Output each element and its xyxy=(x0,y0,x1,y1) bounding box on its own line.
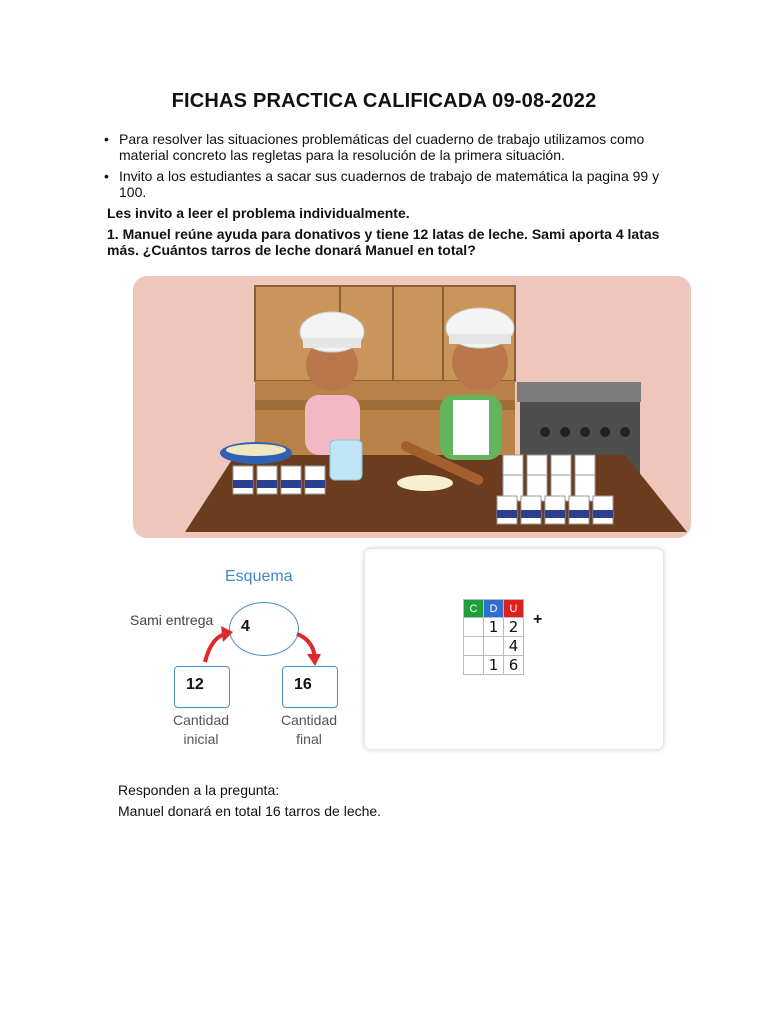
answer-prompt: Responden a la pregunta: xyxy=(118,782,280,798)
bullet-text: Invito a los estudiantes a sacar sus cuadernos de trabajo de matemática la pagina 99 y 100. xyxy=(119,168,660,200)
esquema-title: Esquema xyxy=(225,568,293,585)
header-u: U xyxy=(504,600,524,618)
cell xyxy=(464,656,484,675)
cell: 1 xyxy=(484,618,504,637)
bullet-dot-icon: • xyxy=(104,168,109,184)
table-row xyxy=(464,637,524,656)
bullet-dot-icon: • xyxy=(104,131,109,147)
header-c: C xyxy=(464,600,484,618)
table-row xyxy=(464,618,524,637)
sami-label: Sami entrega xyxy=(130,612,214,628)
bullet-text: Para resolver las situaciones problemáticas del cuaderno de trabajo utilizamos como material concreto las regletas para la resolución de la primera situación. xyxy=(119,131,645,163)
caption-line: Cantidad xyxy=(172,712,230,728)
place-value-panel xyxy=(365,549,663,749)
page-title: FICHAS PRACTICA CALIFICADA 09-08-2022 xyxy=(171,90,597,112)
initial-caption xyxy=(167,711,235,749)
esquema-diagram xyxy=(125,560,355,760)
final-caption xyxy=(275,711,343,749)
initial-box: 12 xyxy=(174,666,230,708)
problem-statement: 1. Manuel reúne ayuda para donativos y tiene 12 latas de leche. Sami aporta 4 latas más. ¿Cuántos tarros de leche donará Manuel en total? xyxy=(107,226,660,258)
caption-line: final xyxy=(296,731,322,747)
change-value: 4 xyxy=(241,618,250,635)
header-d: D xyxy=(484,600,504,618)
arrow-right-head-icon xyxy=(307,654,321,666)
cell: 4 xyxy=(504,637,524,656)
answer-text: Manuel donará en total 16 tarros de leche. xyxy=(118,803,382,819)
arrow-left-icon xyxy=(205,634,225,662)
cell: 6 xyxy=(504,656,524,675)
place-value-table xyxy=(463,599,524,675)
cell xyxy=(464,637,484,656)
arrow-left-head-icon xyxy=(221,626,233,642)
table-header-row xyxy=(464,600,524,618)
bullet-item xyxy=(104,131,664,163)
plus-operator: + xyxy=(533,611,543,628)
final-box: 16 xyxy=(282,666,338,708)
caption-line: Cantidad xyxy=(280,712,338,728)
cell: 2 xyxy=(504,618,524,637)
answer-block xyxy=(118,780,381,822)
table-row xyxy=(464,656,524,675)
cell xyxy=(484,637,504,656)
kitchen-illustration xyxy=(125,270,699,543)
instruction-list xyxy=(104,131,664,205)
caption-line: inicial xyxy=(183,731,219,747)
cell xyxy=(464,618,484,637)
cell: 1 xyxy=(484,656,504,675)
invite-text: Les invito a leer el problema individualmente. xyxy=(107,205,410,221)
bullet-item xyxy=(104,168,664,200)
